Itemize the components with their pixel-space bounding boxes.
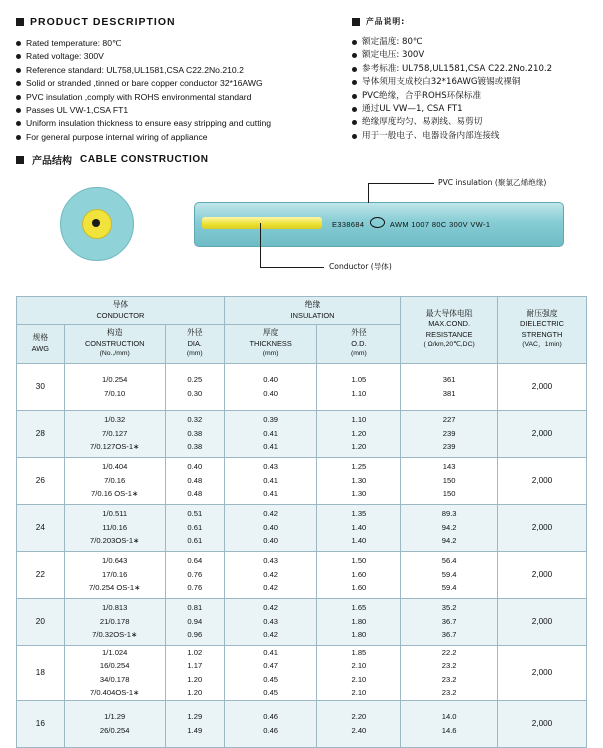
bullet-dot-icon [352, 120, 357, 125]
bullet-dot-icon [352, 67, 357, 72]
cell-dielectric: 2,000 [498, 598, 587, 645]
list-item [352, 76, 592, 88]
list-item [352, 130, 592, 142]
list-item [352, 49, 592, 61]
cell-thickness: 0.42 0.43 0.42 [224, 598, 317, 645]
header-thickness [224, 325, 317, 364]
table-row [17, 504, 587, 551]
table-row [17, 645, 587, 700]
list-item-label: Rated temperature: 80℃ [26, 38, 122, 48]
list-item [352, 103, 592, 115]
table-row [17, 598, 587, 645]
cell-resistance: 143 150 150 [401, 457, 498, 504]
leader-line-insulation-horizontal [368, 183, 434, 184]
cell-thickness: 0.43 0.42 0.42 [224, 551, 317, 598]
list-item-label: Reference standard: UL758,UL1581,CSA C22.2No.210.2 [26, 64, 244, 75]
cell-dielectric: 2,000 [498, 504, 587, 551]
list-item [352, 90, 592, 102]
cell-dia: 0.25 0.30 [165, 363, 224, 410]
cell-resistance: 89.3 94.2 94.2 [401, 504, 498, 551]
bullet-dot-icon [352, 107, 357, 112]
cell-od: 1.35 1.40 1.40 [317, 504, 401, 551]
header-od-en: O.D. [351, 338, 367, 348]
header-dielectric-unit: (VAC，1min) [522, 341, 562, 349]
cell-dia: 0.40 0.48 0.48 [165, 457, 224, 504]
header-construction-en: CONSTRUCTION [84, 338, 145, 348]
cell-od: 1.10 1.20 1.20 [317, 410, 401, 457]
cell-awg: 26 [17, 457, 65, 504]
cable-diagram [16, 175, 588, 285]
cell-dielectric: 2,000 [498, 363, 587, 410]
cell-resistance: 22.2 23.2 23.2 23.2 [401, 645, 498, 700]
cell-awg: 28 [17, 410, 65, 457]
bullet-dot-icon [16, 54, 21, 59]
label-conductor: Conductor (导体) [329, 262, 392, 271]
cell-thickness: 0.40 0.40 [224, 363, 317, 410]
cell-thickness: 0.39 0.41 0.41 [224, 410, 317, 457]
list-item [16, 131, 346, 143]
header-od-cn: 外径 [351, 328, 367, 337]
header-conductor-group [17, 297, 225, 325]
header-thickness-en: THICKNESS [249, 338, 292, 348]
product-description-heading [16, 16, 346, 28]
list-item-label: PVC绝缘，合乎ROHS环保标准 [362, 90, 482, 101]
list-item-label: 参考标准: UL758,UL1581,CSA C22.2No.210.2 [362, 63, 553, 74]
square-bullet-icon [352, 18, 360, 26]
cell-od: 1.05 1.10 [317, 363, 401, 410]
bullet-dot-icon [352, 134, 357, 139]
table-body [17, 363, 587, 747]
leader-line-insulation-vertical [368, 183, 369, 203]
cell-awg: 16 [17, 700, 65, 747]
list-item [16, 117, 346, 129]
header-resistance-en1: MAX.COND. [428, 319, 471, 329]
header-dielectric-en2: STRENGTH [521, 329, 563, 339]
cell-resistance: 361 381 [401, 363, 498, 410]
cross-section-core [92, 219, 100, 227]
list-item-label: PVC insulation ,comply with ROHS environmental standard [26, 91, 252, 102]
table-row [17, 410, 587, 457]
square-bullet-icon [16, 18, 24, 26]
list-item [16, 50, 346, 62]
header-dia-cn: 外径 [186, 328, 203, 337]
header-conductor-cn: 导体 [112, 300, 129, 309]
header-construction [64, 325, 165, 364]
cable-body-conductor [202, 217, 322, 229]
header-construction-cn: 构造 [106, 328, 123, 337]
table-row [17, 363, 587, 410]
cell-construction: 1/0.32 7/0.127 7/0.127OS-1∗ [64, 410, 165, 457]
cell-thickness: 0.46 0.46 [224, 700, 317, 747]
cell-od: 2.20 2.40 [317, 700, 401, 747]
cable-printed-marking [332, 216, 490, 229]
cell-dia: 0.51 0.61 0.61 [165, 504, 224, 551]
cell-awg: 24 [17, 504, 65, 551]
header-awg [17, 325, 65, 364]
cell-dielectric: 2,000 [498, 645, 587, 700]
list-item-label: 用于一般电子、电器设备内部连接线 [362, 130, 500, 141]
list-item-label: 通过UL VW—1, CSA FT1 [362, 104, 463, 115]
header-size-en: AWG [31, 343, 50, 353]
bullet-dot-icon [16, 95, 21, 100]
product-description-cn-block [352, 16, 592, 143]
list-item-label: Passes UL VW-1,CSA FT1 [26, 105, 129, 116]
product-description-block [16, 16, 346, 144]
header-resistance-unit: ( Ω/km,20℃,DC) [423, 341, 475, 349]
bullet-dot-icon [16, 135, 21, 140]
header-construction-unit: (No.,/mm) [99, 350, 130, 357]
cell-resistance: 56.4 59.4 59.4 [401, 551, 498, 598]
cell-awg: 30 [17, 363, 65, 410]
list-item-label: Uniform insulation thickness to ensure easy stripping and cutting [26, 118, 272, 129]
table-head-row-group [17, 297, 587, 325]
header-resistance-cn: 最大导体电阻 [425, 308, 473, 318]
list-item [352, 36, 592, 48]
cell-thickness: 0.43 0.41 0.41 [224, 457, 317, 504]
cell-construction: 1/1.024 16/0.254 34/0.178 7/0.404OS-1∗ [64, 645, 165, 700]
header-od-unit: (mm) [350, 350, 367, 357]
cell-od: 1.85 2.10 2.10 2.10 [317, 645, 401, 700]
list-item [16, 104, 346, 116]
cable-construction-title-cn: 产品结构 [32, 156, 72, 167]
product-description-title: PRODUCT DESCRIPTION [30, 16, 176, 28]
list-item-label: 额定温度: 80℃ [362, 37, 423, 47]
cell-od: 1.25 1.30 1.30 [317, 457, 401, 504]
table-row [17, 551, 587, 598]
product-description-cn-list [352, 36, 592, 142]
list-item-label: Rated voltage: 300V [26, 51, 104, 62]
bullet-dot-icon [352, 80, 357, 85]
table-head [17, 297, 587, 364]
product-description-cn-title: 产品说明: [366, 17, 406, 26]
cell-construction: 1/0.404 7/0.16 7/0.16 OS-1∗ [64, 457, 165, 504]
cell-construction: 1/1.29 26/0.254 [64, 700, 165, 747]
cell-od: 1.65 1.80 1.80 [317, 598, 401, 645]
bullet-dot-icon [16, 121, 21, 126]
square-bullet-icon [16, 156, 24, 164]
list-item [16, 37, 346, 49]
list-item [16, 77, 346, 89]
cell-dielectric: 2,000 [498, 410, 587, 457]
cable-construction-heading [16, 152, 209, 167]
cell-awg: 18 [17, 645, 65, 700]
cell-dia: 0.32 0.38 0.38 [165, 410, 224, 457]
list-item-label: 额定电压: 300V [362, 50, 425, 61]
cell-construction: 1/0.254 7/0.10 [64, 363, 165, 410]
cell-dia: 0.64 0.76 0.76 [165, 551, 224, 598]
cell-awg: 20 [17, 598, 65, 645]
bullet-dot-icon [16, 41, 21, 46]
cell-awg: 22 [17, 551, 65, 598]
bullet-dot-icon [352, 40, 357, 45]
cell-dia: 1.02 1.17 1.20 1.20 [165, 645, 224, 700]
bullet-dot-icon [16, 68, 21, 73]
cell-construction: 1/0.813 21/0.178 7/0.32OS-1∗ [64, 598, 165, 645]
product-description-list [16, 37, 346, 143]
header-size-cn: 规格 [32, 333, 49, 343]
cell-thickness: 0.42 0.40 0.40 [224, 504, 317, 551]
leader-line-conductor-horizontal [260, 267, 324, 268]
cable-print-left: E338684 [332, 220, 365, 229]
cable-construction-title-en: CABLE CONSTRUCTION [80, 154, 209, 165]
header-insulation-group [224, 297, 400, 325]
cell-od: 1.50 1.60 1.60 [317, 551, 401, 598]
cell-construction: 1/0.643 17/0.16 7/0.254 OS-1∗ [64, 551, 165, 598]
list-item [16, 64, 346, 76]
leader-line-conductor-vertical [260, 223, 261, 267]
header-dielectric-cn: 耐压强度 [526, 308, 558, 318]
list-item-label: 绝缘厚度均匀、易剥线、易剪切 [362, 117, 483, 128]
header-insulation-cn: 绝缘 [304, 300, 321, 309]
bullet-dot-icon [16, 81, 21, 86]
header-dia-unit: (mm) [186, 350, 203, 357]
cell-resistance: 14.0 14.6 [401, 700, 498, 747]
header-resistance [401, 297, 498, 364]
list-item [16, 91, 346, 103]
cell-thickness: 0.41 0.47 0.45 0.45 [224, 645, 317, 700]
cell-dielectric: 2,000 [498, 457, 587, 504]
list-item [352, 116, 592, 128]
header-resistance-en2: RESISTANCE [425, 329, 473, 339]
list-item-label: Solid or stranded ,tinned or bare copper conductor 32*16AWG [26, 78, 263, 89]
product-description-cn-heading [352, 16, 592, 27]
header-dia-en: DIA. [187, 338, 202, 348]
table-row [17, 457, 587, 504]
ul-listed-icon [370, 217, 385, 228]
cell-resistance: 35.2 36.7 36.7 [401, 598, 498, 645]
cell-resistance: 227 239 239 [401, 410, 498, 457]
cell-dia: 1.29 1.49 [165, 700, 224, 747]
header-dielectric [498, 297, 587, 364]
cell-dielectric: 2,000 [498, 700, 587, 747]
header-insulation-en: INSULATION [290, 310, 335, 320]
bullet-dot-icon [352, 53, 357, 58]
cell-dia: 0.81 0.94 0.96 [165, 598, 224, 645]
header-thickness-cn: 厚度 [262, 328, 279, 337]
list-item-label: For general purpose internal wiring of appliance [26, 131, 208, 142]
table-row [17, 700, 587, 747]
bullet-dot-icon [16, 108, 21, 113]
header-conductor-en: CONDUCTOR [96, 310, 145, 320]
cell-construction: 1/0.511 11/0.16 7/0.203OS-1∗ [64, 504, 165, 551]
cable-print-right: AWM 1007 80C 300V VW-1 [389, 220, 491, 229]
specification-table [16, 296, 587, 748]
header-od [317, 325, 401, 364]
header-dielectric-en1: DIELECTRIC [520, 319, 564, 329]
header-thickness-unit: (mm) [262, 350, 279, 357]
label-pvc-insulation: PVC insulation (聚氯乙烯绝缘) [438, 178, 547, 187]
bullet-dot-icon [352, 94, 357, 99]
list-item [352, 63, 592, 75]
cell-dielectric: 2,000 [498, 551, 587, 598]
list-item-label: 导体须用支成校白32*16AWG镀锡或裸铜 [362, 77, 521, 88]
header-dia [165, 325, 224, 364]
